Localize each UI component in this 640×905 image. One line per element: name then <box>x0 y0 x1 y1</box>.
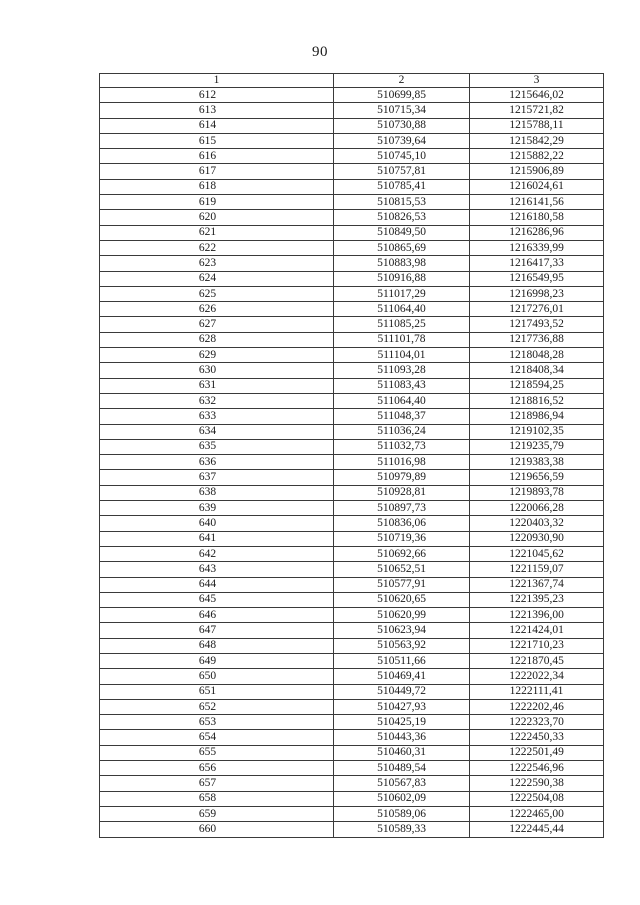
y-coordinate-cell: 1216417,33 <box>470 256 604 271</box>
table-row <box>100 286 604 301</box>
table-row <box>100 210 604 225</box>
x-coordinate-cell: 510460,31 <box>334 745 470 760</box>
y-coordinate-cell: 1218048,28 <box>470 348 604 363</box>
y-coordinate-cell: 1217276,01 <box>470 302 604 317</box>
x-coordinate-cell: 510719,36 <box>334 531 470 546</box>
y-coordinate-cell: 1216024,61 <box>470 179 604 194</box>
table-row <box>100 485 604 500</box>
y-coordinate-cell: 1219656,59 <box>470 470 604 485</box>
point-number-cell: 646 <box>100 608 334 623</box>
table-row <box>100 791 604 806</box>
y-coordinate-cell: 1218816,52 <box>470 393 604 408</box>
point-number-cell: 627 <box>100 317 334 332</box>
table-row <box>100 761 604 776</box>
table-row <box>100 409 604 424</box>
point-number-cell: 659 <box>100 806 334 821</box>
x-coordinate-cell: 510715,34 <box>334 103 470 118</box>
y-coordinate-cell: 1220066,28 <box>470 501 604 516</box>
point-number-cell: 647 <box>100 623 334 638</box>
table-row <box>100 164 604 179</box>
table-row <box>100 577 604 592</box>
table-row <box>100 240 604 255</box>
table-row <box>100 638 604 653</box>
table-row <box>100 133 604 148</box>
x-coordinate-cell: 510883,98 <box>334 256 470 271</box>
point-number-cell: 639 <box>100 501 334 516</box>
table-row <box>100 348 604 363</box>
point-number-cell: 636 <box>100 455 334 470</box>
column-header-3: 3 <box>470 74 604 88</box>
x-coordinate-cell: 510979,89 <box>334 470 470 485</box>
point-number-cell: 625 <box>100 286 334 301</box>
point-number-cell: 615 <box>100 133 334 148</box>
table-row <box>100 439 604 454</box>
x-coordinate-cell: 510757,81 <box>334 164 470 179</box>
x-coordinate-cell: 510692,66 <box>334 546 470 561</box>
table-row <box>100 424 604 439</box>
point-number-cell: 617 <box>100 164 334 179</box>
table-row <box>100 684 604 699</box>
x-coordinate-cell: 510489,54 <box>334 761 470 776</box>
point-number-cell: 650 <box>100 669 334 684</box>
table-row <box>100 195 604 210</box>
y-coordinate-cell: 1222323,70 <box>470 715 604 730</box>
y-coordinate-cell: 1215882,22 <box>470 149 604 164</box>
x-coordinate-cell: 510730,88 <box>334 118 470 133</box>
point-number-cell: 653 <box>100 715 334 730</box>
y-coordinate-cell: 1222202,46 <box>470 699 604 714</box>
x-coordinate-cell: 511017,29 <box>334 286 470 301</box>
point-number-cell: 638 <box>100 485 334 500</box>
coordinates-table <box>99 73 604 838</box>
x-coordinate-cell: 510443,36 <box>334 730 470 745</box>
x-coordinate-cell: 510577,91 <box>334 577 470 592</box>
y-coordinate-cell: 1218986,94 <box>470 409 604 424</box>
table-row <box>100 302 604 317</box>
table-row <box>100 608 604 623</box>
point-number-cell: 621 <box>100 225 334 240</box>
point-number-cell: 641 <box>100 531 334 546</box>
x-coordinate-cell: 510897,73 <box>334 501 470 516</box>
point-number-cell: 614 <box>100 118 334 133</box>
x-coordinate-cell: 510620,65 <box>334 592 470 607</box>
table-header-row <box>100 74 604 88</box>
point-number-cell: 616 <box>100 149 334 164</box>
point-number-cell: 640 <box>100 516 334 531</box>
x-coordinate-cell: 511036,24 <box>334 424 470 439</box>
point-number-cell: 635 <box>100 439 334 454</box>
x-coordinate-cell: 510836,06 <box>334 516 470 531</box>
y-coordinate-cell: 1216141,56 <box>470 195 604 210</box>
y-coordinate-cell: 1222501,49 <box>470 745 604 760</box>
y-coordinate-cell: 1221396,00 <box>470 608 604 623</box>
x-coordinate-cell: 511048,37 <box>334 409 470 424</box>
page-number: 90 <box>312 44 328 60</box>
y-coordinate-cell: 1216339,99 <box>470 240 604 255</box>
y-coordinate-cell: 1219383,38 <box>470 455 604 470</box>
y-coordinate-cell: 1215721,82 <box>470 103 604 118</box>
table-row <box>100 715 604 730</box>
y-coordinate-cell: 1220930,90 <box>470 531 604 546</box>
y-coordinate-cell: 1219102,35 <box>470 424 604 439</box>
point-number-cell: 631 <box>100 378 334 393</box>
x-coordinate-cell: 510826,53 <box>334 210 470 225</box>
y-coordinate-cell: 1215906,89 <box>470 164 604 179</box>
y-coordinate-cell: 1219893,78 <box>470 485 604 500</box>
y-coordinate-cell: 1222022,34 <box>470 669 604 684</box>
y-coordinate-cell: 1216286,96 <box>470 225 604 240</box>
y-coordinate-cell: 1221395,23 <box>470 592 604 607</box>
table-row <box>100 623 604 638</box>
y-coordinate-cell: 1222465,00 <box>470 806 604 821</box>
x-coordinate-cell: 510699,85 <box>334 88 470 103</box>
point-number-cell: 637 <box>100 470 334 485</box>
table-row <box>100 103 604 118</box>
table-row <box>100 470 604 485</box>
table-row <box>100 806 604 821</box>
point-number-cell: 643 <box>100 562 334 577</box>
x-coordinate-cell: 511016,98 <box>334 455 470 470</box>
y-coordinate-cell: 1221045,62 <box>470 546 604 561</box>
x-coordinate-cell: 510739,64 <box>334 133 470 148</box>
x-coordinate-cell: 510469,41 <box>334 669 470 684</box>
y-coordinate-cell: 1215788,11 <box>470 118 604 133</box>
point-number-cell: 658 <box>100 791 334 806</box>
table-row <box>100 88 604 103</box>
x-coordinate-cell: 510589,06 <box>334 806 470 821</box>
y-coordinate-cell: 1217493,52 <box>470 317 604 332</box>
y-coordinate-cell: 1217736,88 <box>470 332 604 347</box>
point-number-cell: 613 <box>100 103 334 118</box>
x-coordinate-cell: 510589,33 <box>334 822 470 837</box>
y-coordinate-cell: 1222445,44 <box>470 822 604 837</box>
y-coordinate-cell: 1222546,96 <box>470 761 604 776</box>
table-row <box>100 699 604 714</box>
table-row <box>100 822 604 837</box>
table-row <box>100 562 604 577</box>
x-coordinate-cell: 511064,40 <box>334 302 470 317</box>
table-row <box>100 745 604 760</box>
x-coordinate-cell: 510620,99 <box>334 608 470 623</box>
point-number-cell: 655 <box>100 745 334 760</box>
point-number-cell: 612 <box>100 88 334 103</box>
point-number-cell: 642 <box>100 546 334 561</box>
table-row <box>100 546 604 561</box>
y-coordinate-cell: 1220403,32 <box>470 516 604 531</box>
x-coordinate-cell: 511104,01 <box>334 348 470 363</box>
x-coordinate-cell: 511064,40 <box>334 393 470 408</box>
table-row <box>100 669 604 684</box>
table-row <box>100 653 604 668</box>
x-coordinate-cell: 510785,41 <box>334 179 470 194</box>
point-number-cell: 630 <box>100 363 334 378</box>
table-row <box>100 225 604 240</box>
x-coordinate-cell: 510652,51 <box>334 562 470 577</box>
table-row <box>100 516 604 531</box>
table-row <box>100 271 604 286</box>
table-row <box>100 317 604 332</box>
x-coordinate-cell: 510815,53 <box>334 195 470 210</box>
table-row <box>100 730 604 745</box>
point-number-cell: 618 <box>100 179 334 194</box>
y-coordinate-cell: 1216180,58 <box>470 210 604 225</box>
x-coordinate-cell: 510425,19 <box>334 715 470 730</box>
table-row <box>100 149 604 164</box>
y-coordinate-cell: 1219235,79 <box>470 439 604 454</box>
x-coordinate-cell: 511085,25 <box>334 317 470 332</box>
x-coordinate-cell: 510567,83 <box>334 776 470 791</box>
x-coordinate-cell: 510449,72 <box>334 684 470 699</box>
y-coordinate-cell: 1222590,38 <box>470 776 604 791</box>
table-row <box>100 531 604 546</box>
column-header-1: 1 <box>100 74 334 88</box>
y-coordinate-cell: 1221870,45 <box>470 653 604 668</box>
x-coordinate-cell: 510849,50 <box>334 225 470 240</box>
x-coordinate-cell: 511083,43 <box>334 378 470 393</box>
x-coordinate-cell: 510563,92 <box>334 638 470 653</box>
point-number-cell: 628 <box>100 332 334 347</box>
point-number-cell: 660 <box>100 822 334 837</box>
table-row <box>100 455 604 470</box>
y-coordinate-cell: 1221367,74 <box>470 577 604 592</box>
table-row <box>100 363 604 378</box>
y-coordinate-cell: 1216549,95 <box>470 271 604 286</box>
point-number-cell: 619 <box>100 195 334 210</box>
y-coordinate-cell: 1215646,02 <box>470 88 604 103</box>
x-coordinate-cell: 510602,09 <box>334 791 470 806</box>
x-coordinate-cell: 511093,28 <box>334 363 470 378</box>
x-coordinate-cell: 510745,10 <box>334 149 470 164</box>
table-row <box>100 256 604 271</box>
y-coordinate-cell: 1215842,29 <box>470 133 604 148</box>
table-row <box>100 179 604 194</box>
point-number-cell: 657 <box>100 776 334 791</box>
point-number-cell: 656 <box>100 761 334 776</box>
point-number-cell: 651 <box>100 684 334 699</box>
point-number-cell: 626 <box>100 302 334 317</box>
point-number-cell: 620 <box>100 210 334 225</box>
x-coordinate-cell: 511101,78 <box>334 332 470 347</box>
y-coordinate-cell: 1218594,25 <box>470 378 604 393</box>
x-coordinate-cell: 510511,66 <box>334 653 470 668</box>
y-coordinate-cell: 1221424,01 <box>470 623 604 638</box>
table-row <box>100 501 604 516</box>
y-coordinate-cell: 1222111,41 <box>470 684 604 699</box>
point-number-cell: 645 <box>100 592 334 607</box>
point-number-cell: 652 <box>100 699 334 714</box>
y-coordinate-cell: 1222450,33 <box>470 730 604 745</box>
table-row <box>100 332 604 347</box>
point-number-cell: 629 <box>100 348 334 363</box>
point-number-cell: 634 <box>100 424 334 439</box>
x-coordinate-cell: 510427,93 <box>334 699 470 714</box>
point-number-cell: 633 <box>100 409 334 424</box>
table-row <box>100 378 604 393</box>
y-coordinate-cell: 1221159,07 <box>470 562 604 577</box>
y-coordinate-cell: 1216998,23 <box>470 286 604 301</box>
column-header-2: 2 <box>334 74 470 88</box>
table-row <box>100 118 604 133</box>
y-coordinate-cell: 1222504,08 <box>470 791 604 806</box>
table-body <box>100 88 604 838</box>
table-row <box>100 592 604 607</box>
point-number-cell: 644 <box>100 577 334 592</box>
y-coordinate-cell: 1218408,34 <box>470 363 604 378</box>
x-coordinate-cell: 510916,88 <box>334 271 470 286</box>
point-number-cell: 622 <box>100 240 334 255</box>
point-number-cell: 648 <box>100 638 334 653</box>
x-coordinate-cell: 510865,69 <box>334 240 470 255</box>
x-coordinate-cell: 511032,73 <box>334 439 470 454</box>
x-coordinate-cell: 510623,94 <box>334 623 470 638</box>
point-number-cell: 623 <box>100 256 334 271</box>
point-number-cell: 649 <box>100 653 334 668</box>
y-coordinate-cell: 1221710,23 <box>470 638 604 653</box>
point-number-cell: 654 <box>100 730 334 745</box>
point-number-cell: 624 <box>100 271 334 286</box>
table-row <box>100 393 604 408</box>
x-coordinate-cell: 510928,81 <box>334 485 470 500</box>
point-number-cell: 632 <box>100 393 334 408</box>
table-row <box>100 776 604 791</box>
